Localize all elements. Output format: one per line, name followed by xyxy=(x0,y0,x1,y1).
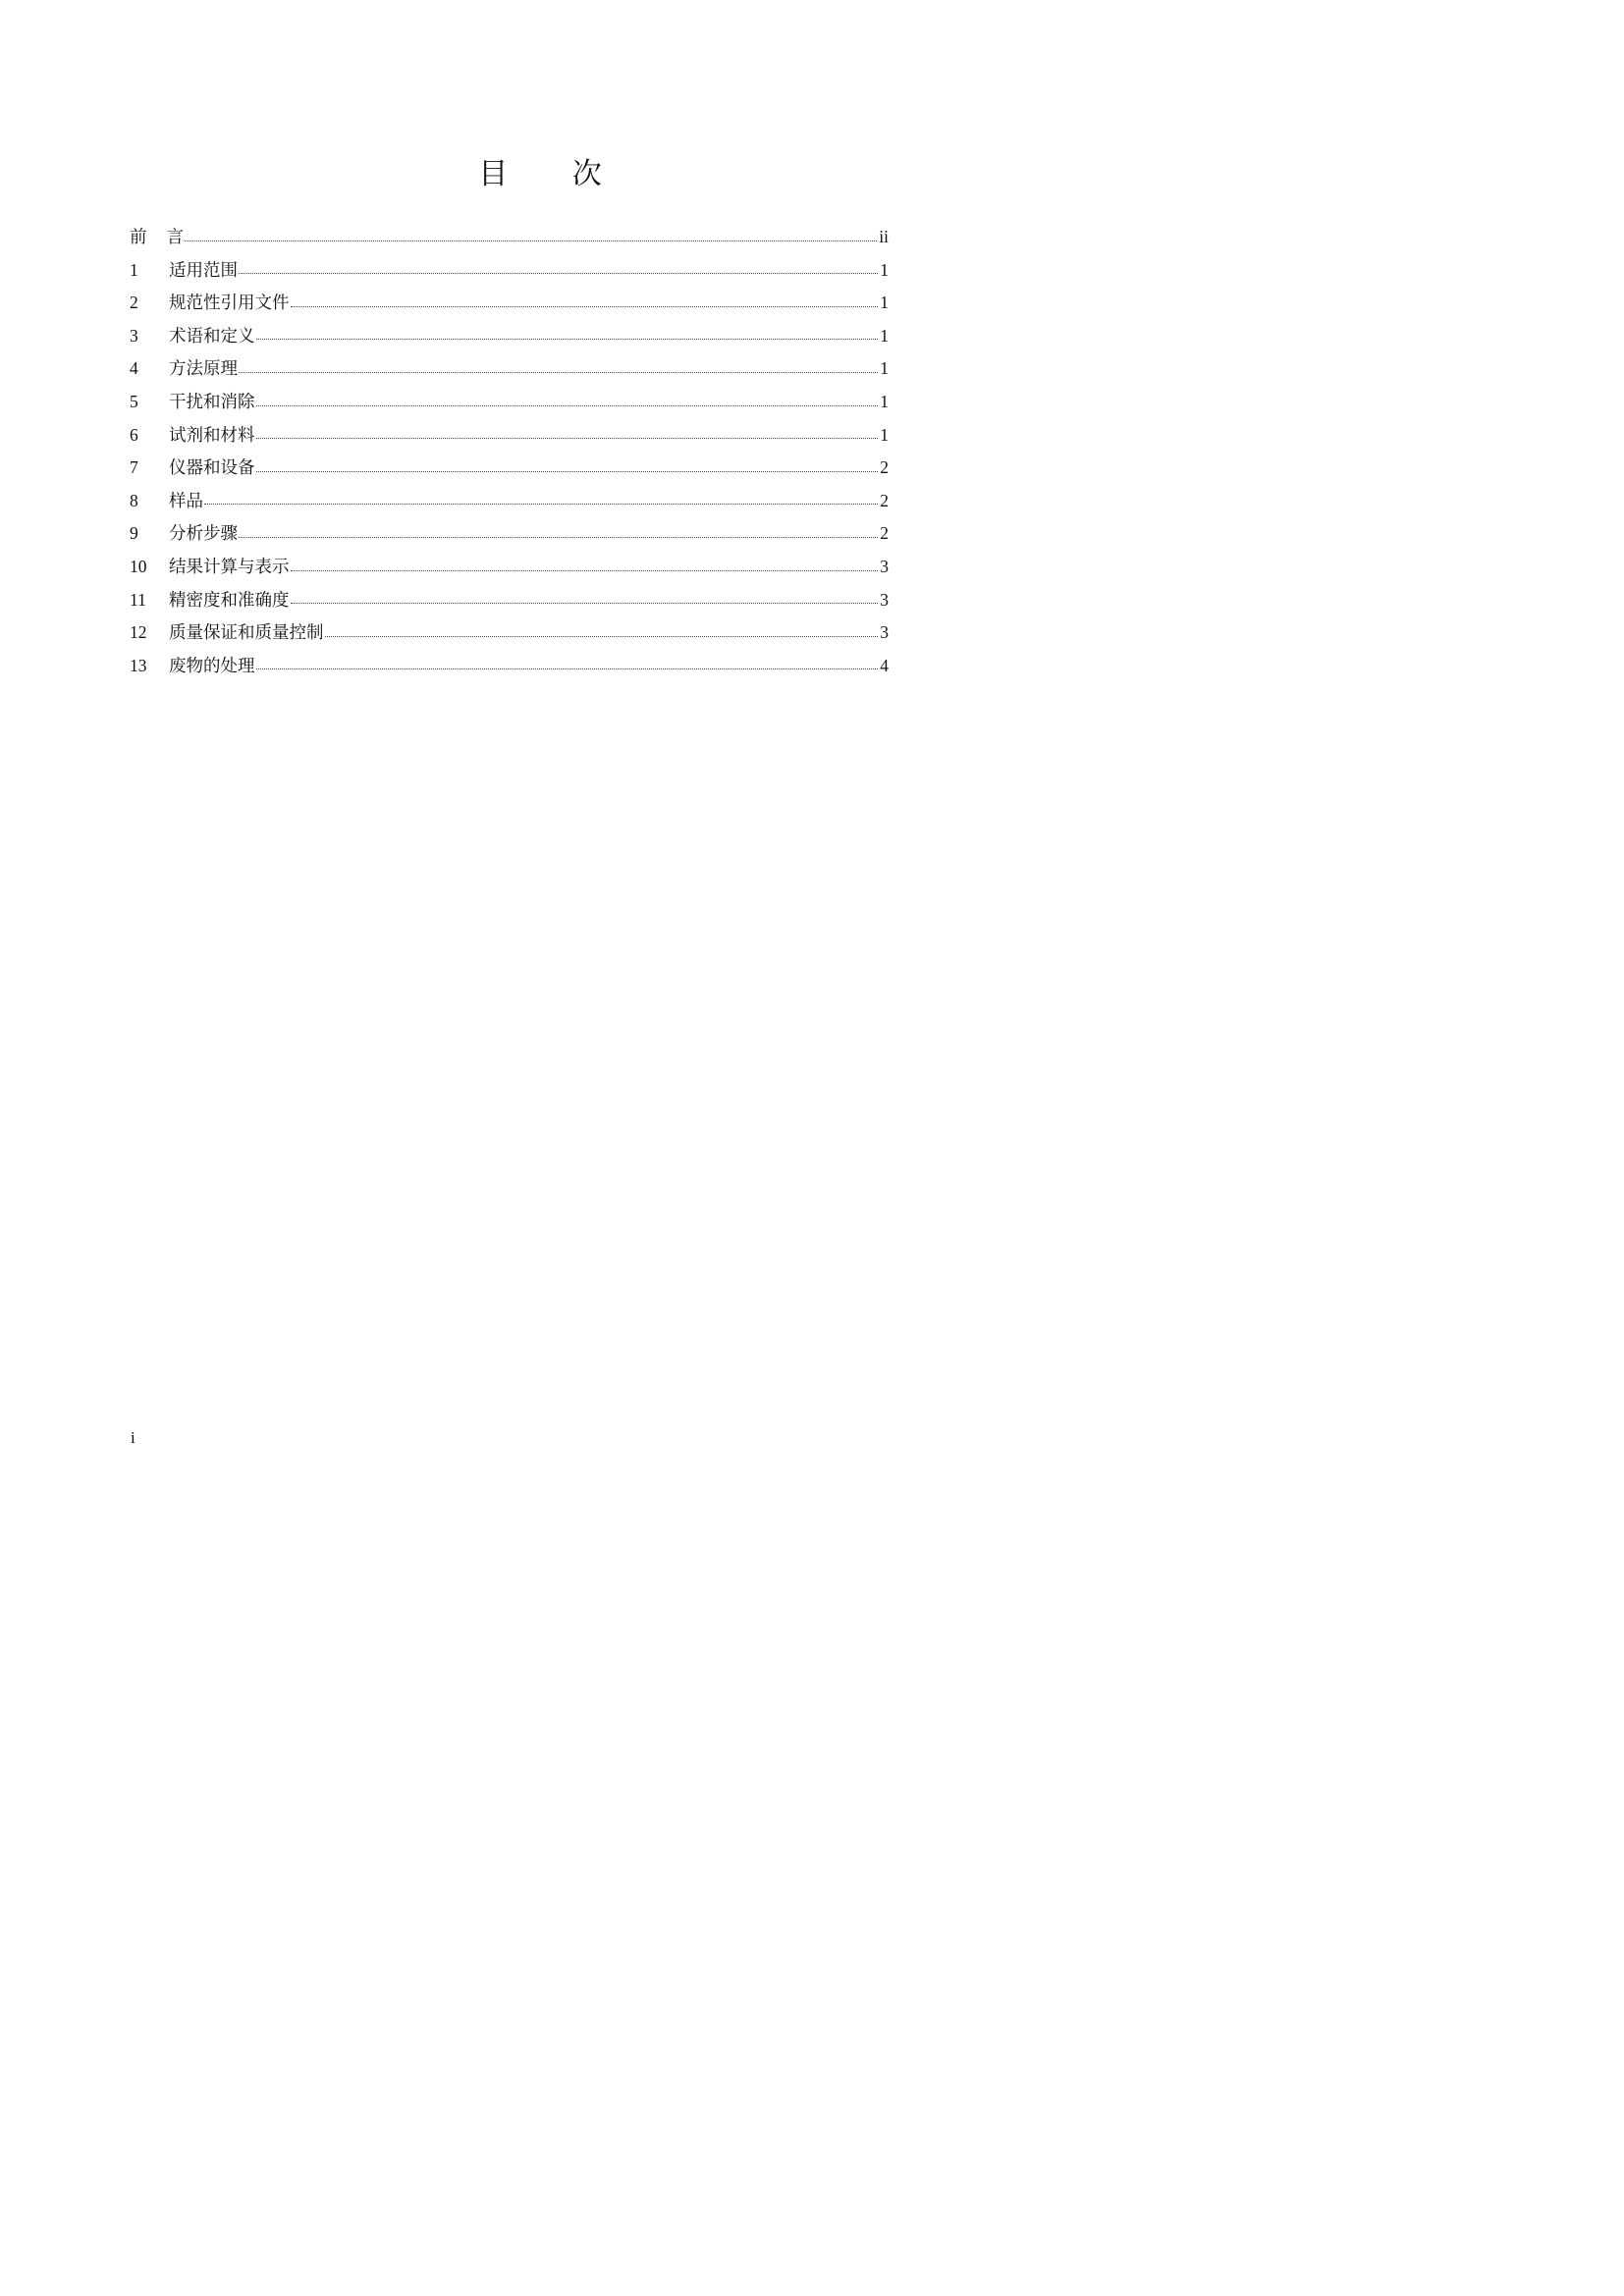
table-of-contents xyxy=(130,221,889,682)
toc-entry-title: 分析步骤 xyxy=(169,524,238,545)
toc-entry-number: 7 xyxy=(130,457,138,478)
toc-entry-number: 3 xyxy=(130,325,138,346)
dot-leader xyxy=(291,305,879,307)
toc-entry-number: 4 xyxy=(130,358,138,379)
dot-leader xyxy=(239,536,878,538)
toc-entry[interactable] xyxy=(130,254,889,288)
dot-leader xyxy=(239,371,878,373)
toc-entry-page: 2 xyxy=(880,457,889,478)
toc-entry-title: 废物的处理 xyxy=(169,656,255,676)
toc-entry-title: 干扰和消除 xyxy=(169,392,255,412)
toc-entry-title: 结果计算与表示 xyxy=(169,557,290,577)
dot-leader xyxy=(256,437,879,439)
toc-entry-title: 规范性引用文件 xyxy=(169,294,290,314)
toc-entry-number: 6 xyxy=(130,424,138,445)
toc-entry[interactable] xyxy=(130,517,889,551)
dot-leader xyxy=(256,667,879,669)
toc-entry-page: 1 xyxy=(880,293,889,313)
dot-leader xyxy=(256,470,879,472)
toc-entry[interactable] xyxy=(130,616,889,650)
toc-entry[interactable] xyxy=(130,419,889,453)
dot-leader xyxy=(256,338,879,340)
toc-entry-number: 5 xyxy=(130,391,138,411)
toc-entry[interactable] xyxy=(130,452,889,485)
toc-entry[interactable] xyxy=(130,320,889,353)
toc-entry-title: 精密度和准确度 xyxy=(169,590,290,611)
toc-entry-number: 9 xyxy=(130,523,138,544)
dot-leader xyxy=(291,569,879,571)
dot-leader xyxy=(256,404,879,406)
toc-entry-page: 2 xyxy=(880,523,889,544)
toc-entry[interactable] xyxy=(130,485,889,518)
toc-entry-page: 1 xyxy=(880,391,889,411)
toc-entry[interactable] xyxy=(130,551,889,584)
toc-entry[interactable] xyxy=(130,287,889,320)
toc-entry-page: 3 xyxy=(880,556,889,576)
toc-entry[interactable] xyxy=(130,352,889,386)
toc-entry-title: 适用范围 xyxy=(169,260,238,281)
toc-entry-page: 1 xyxy=(880,358,889,379)
toc-entry-page: 1 xyxy=(880,325,889,346)
dot-leader xyxy=(185,240,877,241)
toc-entry-title: 质量保证和质量控制 xyxy=(169,623,324,644)
dot-leader xyxy=(325,635,879,637)
dot-leader xyxy=(291,602,879,604)
toc-entry-number: 13 xyxy=(130,655,147,675)
toc-entry-page: 3 xyxy=(880,589,889,610)
toc-entry-title: 样品 xyxy=(169,491,203,511)
toc-entry-page: 3 xyxy=(880,622,889,643)
toc-entry[interactable] xyxy=(130,650,889,683)
toc-entry-number: 8 xyxy=(130,490,138,510)
toc-entry-title: 仪器和设备 xyxy=(169,458,255,479)
toc-entry-title: 方法原理 xyxy=(169,359,238,380)
toc-entry-page: 1 xyxy=(880,259,889,280)
toc-entry-page: 2 xyxy=(880,490,889,510)
toc-entry-page: 1 xyxy=(880,424,889,445)
toc-entry[interactable] xyxy=(130,584,889,617)
page-number: i xyxy=(131,1428,135,1447)
page-title: 目 次 xyxy=(478,157,629,191)
dot-leader xyxy=(204,503,878,505)
toc-entry-title: 术语和定义 xyxy=(169,326,255,347)
toc-entry[interactable] xyxy=(130,386,889,419)
toc-entry-page: ii xyxy=(879,227,889,246)
toc-entry-title: 试剂和材料 xyxy=(169,425,255,446)
toc-entry-number: 12 xyxy=(130,622,147,643)
toc-entry-number: 1 xyxy=(130,259,138,280)
toc-entry-number: 2 xyxy=(130,293,138,313)
toc-entry-number: 11 xyxy=(130,589,146,610)
toc-entry-number: 10 xyxy=(130,556,147,576)
toc-entry-page: 4 xyxy=(880,655,889,675)
toc-entry-preface[interactable] xyxy=(130,221,889,254)
toc-entry-title: 前言 xyxy=(130,228,203,247)
dot-leader xyxy=(239,272,878,274)
